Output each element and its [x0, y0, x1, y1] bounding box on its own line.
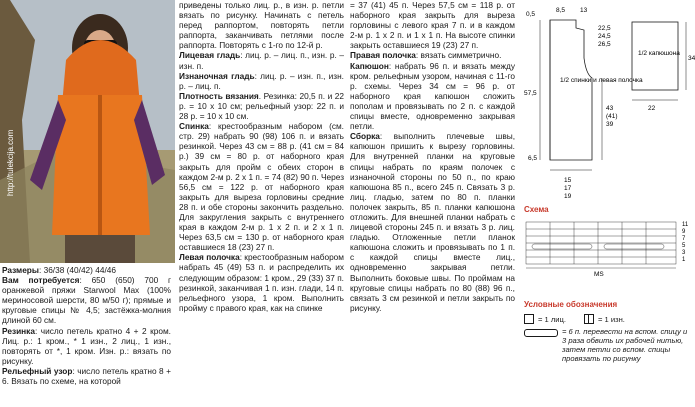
- dim-bottom3: 19: [564, 193, 572, 200]
- schematic-pieces: [520, 0, 695, 200]
- back-label: Спинка: [179, 121, 209, 132]
- knit-symbol-icon: [524, 314, 534, 324]
- reverse-text: : лиц. р. – изн. п., изн. р. – лиц. п.: [179, 70, 344, 91]
- row-7: 7: [682, 236, 686, 242]
- row-1: 1: [682, 257, 686, 263]
- dim-chest2: (41): [606, 113, 618, 120]
- legend-item: [524, 314, 689, 324]
- column-2-text: [179, 0, 344, 313]
- row-11: 11: [682, 222, 689, 228]
- row-5: 5: [682, 243, 686, 249]
- left-front-text: : крестообразным набором набрать 45 (49) 53 п. и распределить их следующим образом: 1 кром., 29 (33) 37 п. резинкой, заканчивая 1 п. изн. глади, 14 п. рельефного узора, 1 кром. Выполнить пройму с правого края, как на спинке: [179, 252, 345, 313]
- diagrams-column: [520, 0, 695, 407]
- dim-chest1: 43: [606, 105, 614, 112]
- sizes-label: Размеры: [2, 265, 39, 275]
- column-1-text: [2, 265, 171, 386]
- stockinette-label: Лицевая гладь: [179, 50, 241, 61]
- dim-side: 6,5: [528, 155, 538, 162]
- material-text: : 650 (650) 700 г оранжевой пряжи Starwool Max (100% мериносовой шерсти, 80 м/50 г); прямые и круговые спицы № 4,5; застёжка-молния длиной 60 см.: [2, 275, 172, 326]
- dim-chest3: 39: [606, 121, 614, 128]
- relief-text: : число петель кратно 8 + 6. Вязать по схеме, на которой: [2, 365, 171, 387]
- stockinette-text: : лиц. р. – лиц. п., изн. р. – изн. п.: [179, 50, 344, 71]
- dim-armhole3: 26,5: [598, 41, 611, 48]
- watermark: http://tulekcija.com: [6, 129, 15, 196]
- gauge-text: . Резинка: 20,5 п. и 22 р. = 10 х 10 см; рельефный узор: 22 п. и 28 р. = 10 х 10 см.: [179, 90, 344, 122]
- left-front-label: Левая полочка: [179, 252, 240, 263]
- reverse-label: Изнаночная гладь: [179, 70, 255, 81]
- rib-text: : число петель кратно 4 + 2 кром. Лиц. р.: 1 кром., * 1 изн., 2 лиц., 1 изн., повторять от *, 1 кром. Изн. р.: вязать по рисунку.: [2, 325, 171, 366]
- legend-text-purl: = 1 изн.: [598, 314, 625, 324]
- dim-hood-width: 22: [648, 105, 656, 112]
- row-3: 3: [682, 250, 686, 256]
- hood-label: Капюшон: [350, 60, 389, 71]
- rapport-label: MS: [594, 271, 604, 278]
- material-label: Вам потребуется: [2, 275, 80, 286]
- dim-armhole2: 24,5: [598, 33, 611, 40]
- purl-symbol-icon: [584, 314, 594, 324]
- dim-hood-height: 34: [688, 55, 695, 62]
- col2-intro: приведены только лиц. р., в изн. р. петли вязать по рисунку. Начинать с петель перед раппортом, повторять петли раппорта, заканчивать петлями после раппорта. Повторять с 1-го по 12-й р.: [179, 0, 344, 51]
- back-front-label: 1/2 спинки и левая полочка: [560, 77, 643, 84]
- relief-label: Рельефный узор: [2, 365, 73, 376]
- dim-back-height: 57,5: [524, 90, 537, 97]
- pattern-title: Схема: [524, 205, 549, 214]
- assembly-label: Сборка: [350, 131, 380, 142]
- dim-shoulder: 8,5: [556, 7, 566, 14]
- right-front-text: : вязать симметрично.: [415, 50, 502, 61]
- right-front-label: Правая полочка: [350, 50, 416, 61]
- photo-illustration: [0, 0, 175, 263]
- legend-text-knit: = 1 лиц.: [538, 314, 567, 324]
- legend: [524, 314, 689, 363]
- dim-armhole: 22,5: [598, 25, 611, 32]
- legend-item: [524, 327, 689, 363]
- stitch-chart: [520, 218, 695, 278]
- hood-piece-label: 1/2 капюшона: [638, 50, 680, 57]
- gauge-label: Плотность вязания: [179, 90, 259, 101]
- legend-title: Условные обозначения: [524, 300, 618, 309]
- dim-bottom2: 17: [564, 185, 572, 192]
- dim-neck: 13: [580, 7, 588, 14]
- assembly-text: : выполнить плечевые швы, капюшон пришить к вырезу горловины. Для внутренней планки на круговые спицы набрать по краям полочек с изнаночной стороны по 50 п., по краю капюшона 85 п., всего 245 п. Связать 3 р. лиц. гладью, затем по 80 п. планки полочек закрыть, 85 п. планки капюшона отложить. Для внешней планки набрать с лицевой стороны 245 п. и вязать 3 р. лиц. гладью. Отложенные петли планок капюшона сложить и провязывать по 1 п. с каждой спицы вместе лиц., одновременно закрывая петли. Выполнить боковые швы. По проймам на круговые спицы набрать по 80 (88) 96 п., связать 3 см резинкой и петли закрыть по рисунку.: [350, 131, 515, 313]
- model-photo: [0, 0, 175, 263]
- back-text: : крестообразным набором (см. стр. 29) набрать 90 (98) 106 п. и вязать резинкой. Через 43 см = 88 р. (41 см = 84 р.) 39 см = 80 р. от наборного края закрыть для пройм с обеих сторон в каждом 2-м р. 2 x 1 п. = 74 (82) 90 п. Через 56,5 см = 122 р. от наборного края закрыть для выреза горловины средние 28 п. и обе стороны закончить раздельно. Для закругления закрыть с внутреннего края в каждом 2-м р. 1 x 2 п. и 2 x 1 п. Через 63,5 см = 130 р. от наборного края оставшиеся 18 (23) 27 п.: [179, 121, 344, 253]
- wrap-symbol-icon: [524, 329, 558, 337]
- legend-text-wrap: = 6 п. перевести на вспом. спицу и 3 раза обвить их рабочей нитью, затем петли со вспом. спицы провязать по рисунку: [562, 327, 688, 363]
- dim-bottom1: 15: [564, 177, 572, 184]
- hood-text: : набрать 96 п. и вязать между кром. рельефным узором, начиная с 11-го р. схемы. Через 34 см = 96 р. от наборного края капюшон сложить пополам и провязывать по 2 п. с каждой спицы вместе, одновременно закрывая петли.: [350, 60, 515, 132]
- column-3-text: [350, 0, 515, 313]
- col3-intro: = 37 (41) 45 п. Через 57,5 см = 118 р. от наборного края закрыть для выреза горловины с левого края 7 п. и в каждом 2-м р. 1 x 2 п. и 1 x 1 п. На высоте спинки закрыть оставшиеся 19 (23) 27 п.: [350, 0, 515, 51]
- row-9: 9: [682, 229, 686, 235]
- sizes-text: : 36/38 (40/42) 44/46: [38, 265, 117, 275]
- dim-left-top: 0,5: [526, 11, 536, 18]
- rib-label: Резинка: [2, 325, 35, 336]
